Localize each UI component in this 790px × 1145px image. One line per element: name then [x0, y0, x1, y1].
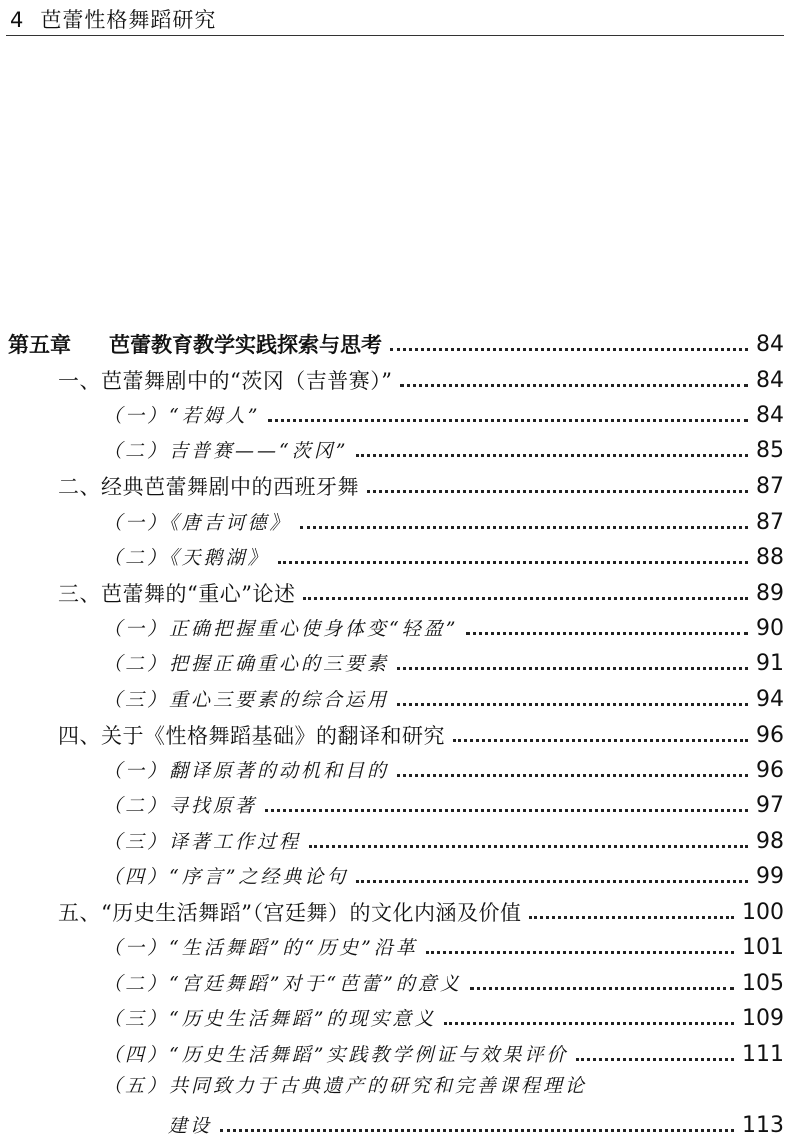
dot-leader: [576, 1058, 734, 1061]
entry-title: （二）寻找原著: [103, 795, 258, 817]
toc-section-entry: [58, 468, 784, 502]
dot-leader: [453, 739, 748, 742]
toc-subsection-entry: [103, 645, 784, 679]
toc-section-entry: [58, 362, 784, 396]
dot-leader: [356, 454, 748, 457]
dot-leader: [265, 809, 748, 812]
entry-page-number: 111: [742, 1042, 784, 1067]
entry-title: （四）“序言”之经典论句: [103, 866, 349, 888]
dot-leader: [426, 951, 734, 954]
entry-page-number: 84: [756, 368, 784, 393]
entry-page-number: 87: [756, 474, 784, 499]
dot-leader: [390, 348, 748, 351]
entry-page-number: 109: [742, 1006, 784, 1031]
entry-page-number: 99: [756, 864, 784, 889]
chapter-page-number: 84: [756, 332, 784, 357]
toc-subsection-entry: [103, 965, 784, 999]
toc-subsection-entry: [103, 504, 784, 538]
header-book-title: 芭蕾性格舞蹈研究: [40, 8, 217, 32]
dot-leader: [397, 703, 748, 706]
toc-section-entry: [58, 575, 784, 609]
entry-page-number: 84: [756, 403, 784, 428]
dot-leader: [397, 667, 748, 670]
entry-title: （二）“宫廷舞蹈”对于“芭蕾”的意义: [103, 973, 462, 995]
dot-leader: [278, 561, 748, 564]
toc-subsection-entry: [103, 1000, 784, 1034]
entry-page-number: 101: [742, 935, 784, 960]
toc-subsection-entry: [103, 929, 784, 963]
entry-page-number: 113: [742, 1113, 784, 1138]
toc-chapter-entry: [8, 326, 784, 360]
dot-leader: [220, 1129, 734, 1132]
toc-subsection-entry-first-line: [103, 1071, 587, 1105]
entry-title: （二）《天鹅湖》: [103, 547, 270, 569]
toc-section-entry: [58, 894, 784, 928]
entry-page-number: 91: [756, 651, 784, 676]
entry-title-line2: 建设: [168, 1115, 213, 1137]
entry-title: （一）翻译原著的动机和目的: [103, 760, 390, 782]
entry-page-number: 105: [742, 971, 784, 996]
entry-title: 二、经典芭蕾舞剧中的西班牙舞: [58, 475, 359, 499]
entry-title: 四、关于《性格舞蹈基础》的翻译和研究: [58, 724, 445, 748]
entry-page-number: 87: [756, 510, 784, 535]
dot-leader: [300, 526, 748, 529]
entry-title: 五、“历史生活舞蹈”（宫廷舞）的文化内涵及价值: [58, 901, 522, 925]
toc-subsection-entry: [103, 1036, 784, 1070]
entry-title: （二）把握正确重心的三要素: [103, 653, 390, 675]
toc-subsection-entry: [103, 610, 784, 644]
toc-subsection-entry: [103, 397, 784, 431]
toc-subsection-entry: [103, 823, 784, 857]
entry-title: （一）“生活舞蹈”的“历史”沿革: [103, 937, 418, 959]
entry-title: （二）吉普赛——“茨冈”: [103, 440, 349, 462]
entry-title: 三、芭蕾舞的“重心”论述: [58, 582, 296, 606]
entry-title: （一）《唐吉诃德》: [103, 512, 292, 534]
toc-subsection-entry: [103, 752, 784, 786]
entry-title: （三）译著工作过程: [103, 831, 302, 853]
entry-title: （三）“历史生活舞蹈”的现实意义: [103, 1008, 437, 1030]
toc-subsection-entry: [103, 681, 784, 715]
entry-title-line1: （五）共同致力于古典遗产的研究和完善课程理论: [103, 1075, 588, 1097]
entry-title: （一）“若姆人”: [103, 405, 261, 427]
toc-section-entry: [58, 717, 784, 751]
dot-leader: [309, 845, 748, 848]
dot-leader: [367, 490, 748, 493]
entry-page-number: 96: [756, 758, 784, 783]
entry-page-number: 88: [756, 545, 784, 570]
dot-leader: [400, 384, 748, 387]
toc-subsection-entry: [103, 787, 784, 821]
entry-title: 一、芭蕾舞剧中的“茨冈（吉普赛）”: [58, 369, 393, 393]
chapter-title: [8, 330, 382, 360]
entry-page-number: 85: [756, 438, 784, 463]
entry-page-number: 98: [756, 829, 784, 854]
toc-subsection-entry: [103, 432, 784, 466]
entry-page-number: 100: [742, 900, 784, 925]
entry-page-number: 96: [756, 723, 784, 748]
chapter-label: 第五章: [8, 333, 71, 357]
dot-leader: [466, 632, 748, 635]
dot-leader: [356, 880, 748, 883]
toc-subsection-entry: [103, 858, 784, 892]
entry-page-number: 90: [756, 616, 784, 641]
entry-page-number: 94: [756, 687, 784, 712]
entry-title: （一）正确把握重心使身体变“轻盈”: [103, 618, 459, 640]
dot-leader: [470, 987, 734, 990]
toc-subsection-entry-second-line: [168, 1107, 784, 1141]
toc-subsection-entry: [103, 539, 784, 573]
chapter-name: 芭蕾教育教学实践探索与思考: [109, 333, 382, 357]
entry-title: （四）“历史生活舞蹈”实践教学例证与效果评价: [103, 1044, 569, 1066]
dot-leader: [444, 1022, 734, 1025]
dot-leader: [529, 916, 734, 919]
header-page-number: 4: [10, 8, 25, 32]
dot-leader: [303, 597, 748, 600]
entry-page-number: 89: [756, 581, 784, 606]
dot-leader: [268, 419, 748, 422]
entry-title: （三）重心三要素的综合运用: [103, 689, 390, 711]
dot-leader: [397, 774, 748, 777]
entry-page-number: 97: [756, 793, 784, 818]
